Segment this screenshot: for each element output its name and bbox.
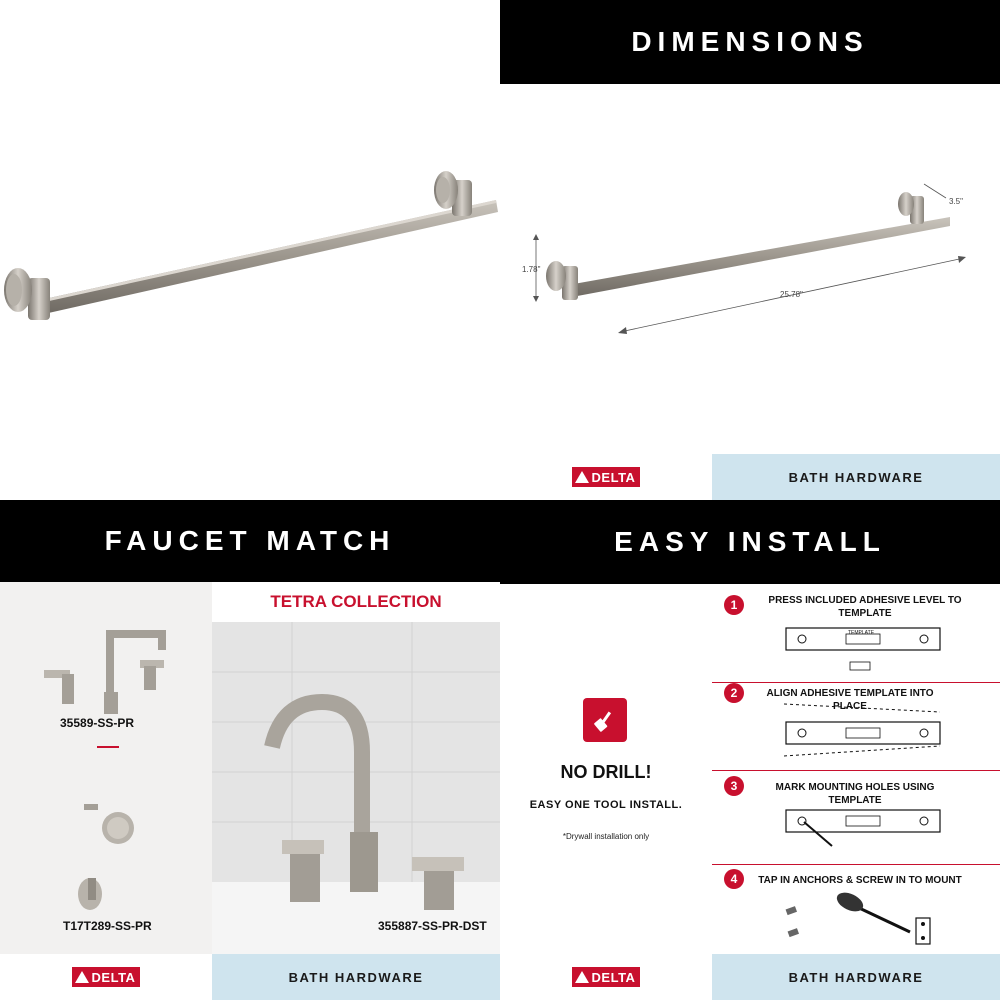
one-tool-text: EASY ONE TOOL INSTALL. (529, 799, 683, 811)
delta-triangle-icon (575, 971, 589, 983)
step-2-number: 2 (724, 683, 744, 703)
footer (500, 454, 1000, 500)
delta-logo (72, 967, 141, 987)
delta-logo-cell (500, 454, 712, 500)
category-tag: BATH HARDWARE (712, 954, 1000, 1000)
category-tag: BATH HARDWARE (712, 454, 1000, 500)
step-2-diagram (784, 704, 940, 756)
footer (0, 954, 500, 1000)
easy-install-panel (500, 500, 1000, 1000)
shower-thumbnail (78, 804, 134, 910)
footer (500, 954, 1000, 1000)
faucet-match-panel (0, 500, 500, 1000)
collection-title: TETRA COLLECTION (270, 592, 442, 611)
shower-code: T17T289-SS-PR (63, 919, 152, 933)
featured-photo (212, 582, 500, 954)
delta-logo (572, 467, 641, 487)
faucet-match-banner: FAUCET MATCH (0, 500, 500, 582)
no-drill-heading: NO DRILL! (560, 762, 652, 782)
length-dimension: 25.78" (780, 290, 803, 299)
towel-bar-image (0, 0, 500, 500)
step-1-number: 1 (724, 595, 744, 615)
delta-triangle-icon (75, 971, 89, 983)
delta-triangle-icon (575, 471, 589, 483)
step-3-number: 3 (724, 776, 744, 796)
faucet-thumbnail (44, 634, 164, 714)
step-3-text: MARK MOUNTING HOLES USING TEMPLATE (775, 782, 935, 806)
screwdriver-icon (583, 698, 627, 742)
step-2-text: ALIGN ADHESIVE TEMPLATE INTO PLACE (766, 688, 934, 712)
install-diagrams (712, 584, 1000, 954)
brand-text: DELTA (91, 969, 136, 985)
brand-text: DELTA (591, 469, 636, 485)
product-photo-panel (0, 0, 500, 500)
step-3-diagram (786, 810, 940, 846)
depth-dimension: 3.5" (949, 197, 963, 206)
easy-install-banner: EASY INSTALL (500, 500, 1000, 584)
height-dimension: 1.78" (522, 265, 541, 274)
dimensions-banner: DIMENSIONS (500, 0, 1000, 84)
matching-products (0, 582, 212, 954)
category-tag: BATH HARDWARE (212, 954, 500, 1000)
dimension-drawing (500, 0, 1000, 500)
delta-logo-cell (0, 954, 212, 1000)
step-4-text: TAP IN ANCHORS & SCREW IN TO MOUNT (758, 875, 962, 886)
step-4-diagram (786, 889, 930, 944)
featured-code: 355887-SS-PR-DST (378, 919, 487, 933)
faucet-code: 35589-SS-PR (60, 716, 135, 730)
delta-logo-cell (500, 954, 712, 1000)
delta-logo (572, 967, 641, 987)
divider-line (97, 746, 119, 748)
dimensions-panel (500, 0, 1000, 500)
template-label: TEMPLATE (848, 630, 875, 636)
drywall-note: *Drywall installation only (562, 832, 650, 841)
brand-text: DELTA (591, 969, 636, 985)
step-1-text: PRESS INCLUDED ADHESIVE LEVEL TO TEMPLATE (768, 595, 962, 619)
featured-faucet-image (212, 582, 500, 954)
step-4-number: 4 (724, 869, 744, 889)
